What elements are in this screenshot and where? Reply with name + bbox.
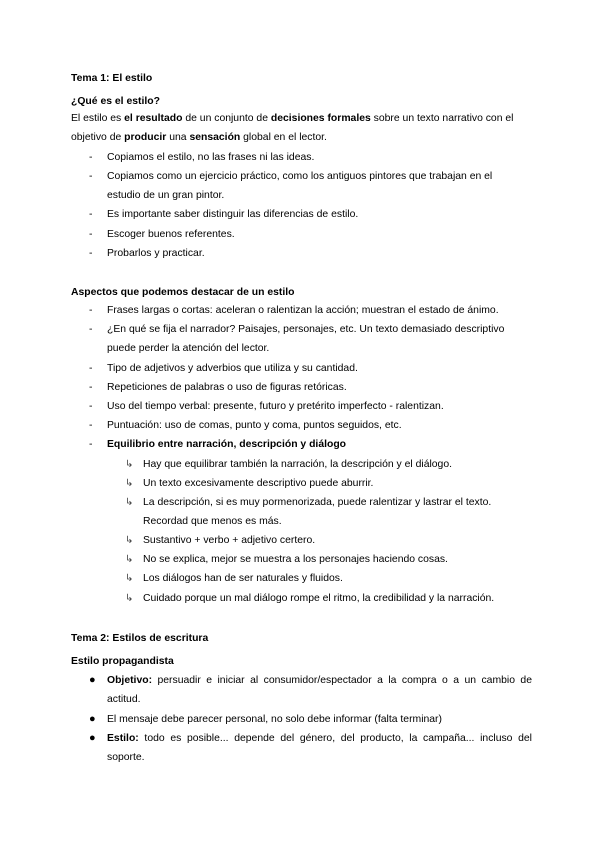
dash-bullet-icon: - — [89, 209, 93, 220]
list-item: - Repeticiones de palabras o uso de figuras retóricas. — [89, 378, 559, 397]
dot-bullet-icon: ● — [89, 674, 96, 686]
dash-bullet-icon: - — [89, 171, 93, 182]
dash-bullet-icon: - — [89, 439, 93, 450]
aspectos-heading: Aspectos que podemos destacar de un estilo — [71, 287, 295, 298]
list-item: ● Estilo: todo es posible... depende del género, del producto, la campaña... incluso del soporte. — [89, 729, 559, 768]
arrow-bullet-icon: ↳ — [125, 593, 134, 604]
dash-bullet-icon: - — [89, 401, 93, 412]
arrow-bullet-icon: ↳ — [125, 459, 134, 470]
tema2-subtitle: Estilo propagandista — [71, 656, 174, 667]
tema1-title: Tema 1: El estilo — [71, 73, 153, 84]
sub-list-item: ↳ La descripción, si es muy pormenorizada, puede ralentizar y lastrar el texto. Recordad que menos es más. — [125, 493, 595, 532]
arrow-bullet-icon: ↳ — [125, 535, 134, 546]
dash-bullet-icon: - — [89, 420, 93, 431]
intro-text: una — [166, 132, 190, 144]
tema2-title: Tema 2: Estilos de escritura — [71, 633, 209, 644]
tema1-intro-paragraph — [71, 109, 531, 148]
intro-emphasis: producir — [124, 132, 167, 144]
intro-emphasis: sensación — [189, 132, 241, 144]
list-item: - Escoger buenos referentes. — [89, 225, 559, 244]
tema1-question: ¿Qué es el estilo? — [71, 96, 160, 107]
intro-text: El estilo es — [71, 113, 125, 124]
dash-bullet-icon: - — [89, 382, 93, 393]
dash-bullet-icon: - — [89, 248, 93, 259]
intro-emphasis: decisiones formales — [270, 113, 371, 124]
arrow-bullet-icon: ↳ — [125, 497, 134, 508]
list-item: ● El mensaje debe parecer personal, no solo debe informar (falta terminar) — [89, 710, 559, 729]
sub-list-item: ↳ Sustantivo + verbo + adjetivo certero. — [125, 531, 595, 550]
list-item: ● Objetivo: persuadir e iniciar al consumidor/espectador a la compra o a un cambio de actitud. — [89, 671, 559, 710]
sub-list-item: ↳ Cuidado porque un mal diálogo rompe el ritmo, la credibilidad y la narración. — [125, 589, 595, 608]
list-item: - Copiamos como un ejercicio práctico, como los antiguos pintores que trabajan en el estudio de un gran pintor. — [89, 167, 559, 206]
intro-text: sobre un texto narrativo con el objetivo de — [71, 113, 514, 144]
sub-list-item: ↳ No se explica, mejor se muestra a los personajes haciendo cosas. — [125, 550, 595, 569]
list-item: - Tipo de adjetivos y adverbios que utiliza y su cantidad. — [89, 359, 559, 378]
list-item: - Equilibrio entre narración, descripción y diálogo — [89, 435, 559, 454]
intro-text: global en el lector. — [240, 132, 327, 144]
dash-bullet-icon: - — [89, 363, 93, 374]
dash-bullet-icon: - — [89, 305, 93, 316]
arrow-bullet-icon: ↳ — [125, 478, 134, 489]
dash-bullet-icon: - — [89, 152, 93, 163]
sub-list-item: ↳ Los diálogos han de ser naturales y fluidos. — [125, 569, 595, 588]
list-item: - Probarlos y practicar. — [89, 244, 559, 263]
sub-list-item: ↳ Hay que equilibrar también la narración, la descripción y el diálogo. — [125, 455, 595, 474]
dot-bullet-icon: ● — [89, 732, 96, 744]
sub-list-item: ↳ Un texto excesivamente descriptivo puede aburrir. — [125, 474, 595, 493]
dash-bullet-icon: - — [89, 324, 93, 335]
dot-bullet-icon: ● — [89, 713, 96, 725]
intro-text: de un conjunto de — [182, 113, 271, 124]
list-item: - ¿En qué se fija el narrador? Paisajes, personajes, etc. Un texto demasiado descriptivo puede perder la atención del lector. — [89, 320, 559, 359]
intro-emphasis: el resultado — [124, 113, 183, 124]
list-item: - Copiamos el estilo, no las frases ni las ideas. — [89, 148, 559, 167]
list-item: - Es importante saber distinguir las diferencias de estilo. — [89, 205, 559, 224]
dash-bullet-icon: - — [89, 229, 93, 240]
list-item: - Uso del tiempo verbal: presente, futuro y pretérito imperfecto - ralentizan. — [89, 397, 559, 416]
list-item: - Frases largas o cortas: aceleran o ralentizan la acción; muestran el estado de ánimo. — [89, 301, 559, 320]
arrow-bullet-icon: ↳ — [125, 573, 134, 584]
list-item: - Puntuación: uso de comas, punto y coma, puntos seguidos, etc. — [89, 416, 559, 435]
arrow-bullet-icon: ↳ — [125, 554, 134, 565]
